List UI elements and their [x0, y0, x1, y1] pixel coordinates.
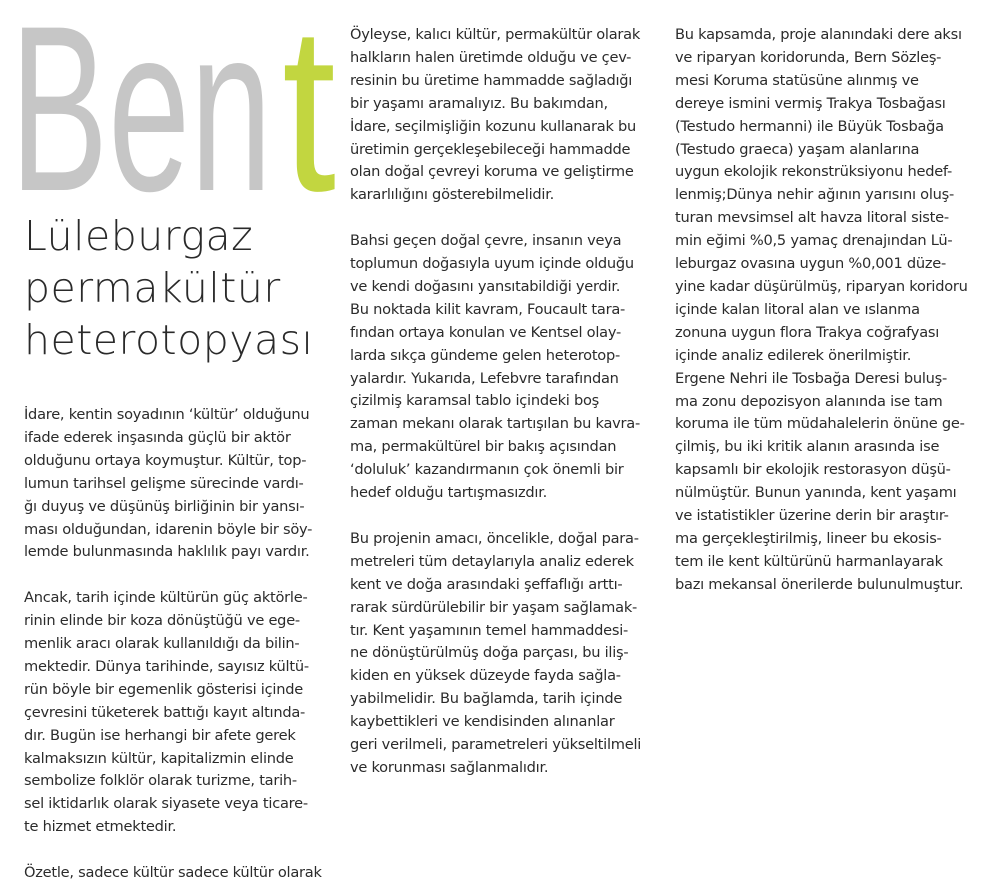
- subtitle-line: Lüleburgaz: [24, 212, 254, 260]
- paragraph-line: Bahsi geçen doğal çevre, insanın veya: [350, 232, 622, 250]
- paragraph-line: Öyleyse, kalıcı kültür, permakültür olarak: [350, 26, 641, 43]
- paragraph-line: içinde analiz edilerek önerilmiştir.: [675, 346, 912, 364]
- paragraph-line: kaybettikleri ve kendisinden alınanlar: [350, 713, 615, 731]
- paragraph-line: rinin elinde bir koza dönüştüğü ve ege-: [24, 612, 300, 630]
- paragraph-line: toplumun doğasıyla uyum içinde olduğu: [350, 255, 634, 273]
- subtitle-line: permakültür: [24, 264, 281, 312]
- text-column-3: [675, 24, 990, 597]
- paragraph-line: zaman mekanı olarak tartışılan bu kavra-: [350, 415, 641, 433]
- paragraph-line: min eğimi %0,5 yamaç drenajından Lü-: [675, 232, 953, 250]
- paragraph-line: hedef olduğu tartışmasızdır.: [350, 484, 548, 502]
- paragraph-line: metreleri tüm detaylarıyla analiz ederek: [350, 552, 634, 570]
- paragraph-line: Bu noktada kilit kavram, Foucault tara-: [350, 300, 626, 318]
- paragraph-line: bir yaşamı aramalıyız. Bu bakımdan,: [350, 94, 608, 112]
- article-subtitle: [24, 210, 344, 366]
- article-paragraph: [350, 230, 665, 505]
- paragraph-gap: [350, 207, 665, 230]
- paragraph-line: mesi Koruma statüsüne alınmış ve: [675, 71, 919, 89]
- paragraph-line: üretimin gerçekleşebileceği hammadde: [350, 140, 631, 158]
- paragraph-line: tır. Kent yaşamının temel hammaddesi-: [350, 621, 629, 639]
- paragraph-line: ma, permakültürel bir bakış açısından: [350, 438, 617, 456]
- paragraph-gap: [24, 839, 339, 862]
- paragraph-line: lemde bulunmasında haklılık payı vardır.: [24, 543, 310, 561]
- paragraph-line: turan mevsimsel alt havza litoral siste-: [675, 209, 949, 227]
- paragraph-line: Ancak, tarih içinde kültürün güç aktörle-: [24, 589, 308, 607]
- paragraph-line: çilmiş, bu iki kritik alanın arasında ise: [675, 438, 940, 456]
- paragraph-line: İdare, kentin soyadının ‘kültür’ olduğunu: [24, 406, 310, 423]
- article-paragraph: [675, 24, 990, 597]
- paragraph-line: larda sıkça gündeme gelen heterotop-: [350, 346, 621, 364]
- paragraph-line: geri verilmeli, parametreleri yükseltilmeli: [350, 736, 642, 754]
- article-paragraph: [350, 528, 665, 780]
- paragraph-line: lenmiş;Dünya nehir ağının yarısını oluş-: [675, 186, 954, 204]
- paragraph-line: olan doğal çevreyi koruma ve geliştirme: [350, 163, 634, 181]
- paragraph-line: fından ortaya konulan ve Kentsel olay-: [350, 323, 621, 341]
- text-column-2: [350, 24, 665, 780]
- paragraph-line: tem ile kent kültürünü harmanlayarak: [675, 552, 943, 570]
- paragraph-line: ma gerçekleştirilmiş, lineer bu ekosis-: [675, 529, 942, 547]
- paragraph-gap: [24, 564, 339, 587]
- logo-wordmark: [10, 0, 350, 205]
- paragraph-line: menlik aracı olarak kullanıldığı da bilin-: [24, 635, 300, 653]
- paragraph-line: ması olduğundan, idarenin böyle bir söy-: [24, 520, 313, 538]
- paragraph-line: rün böyle bir egemenlik gösterisi içinde: [24, 680, 303, 698]
- paragraph-line: ve korunması sağlanmalıdır.: [350, 758, 549, 776]
- paragraph-line: kalmaksızın kültür, kapitalizmin elinde: [24, 749, 294, 767]
- paragraph-line: kent ve doğa arasındaki şeffaflığı arttı-: [350, 575, 623, 593]
- paragraph-line: yabilmelidir. Bu bağlamda, tarih içinde: [350, 690, 623, 708]
- paragraph-line: lumun tarihsel gelişme sürecinde vardı-: [24, 474, 304, 492]
- paragraph-line: Özetle, sadece kültür sadece kültür olarak: [24, 864, 322, 882]
- paragraph-line: ve istatistikler üzerine derin bir araştır-: [675, 507, 949, 525]
- paragraph-line: ğı duyuş ve düşünüş birliğinin bir yansı-: [24, 497, 305, 515]
- logo-text-main: Ben: [10, 0, 272, 205]
- paragraph-line: içinde kalan litoral alan ve ıslanma: [675, 300, 920, 318]
- paragraph-line: dereye ismini vermiş Trakya Tosbağası: [675, 94, 946, 112]
- paragraph-line: ma zonu depozisyon alanında ise tam: [675, 392, 943, 410]
- paragraph-line: uygun ekolojik rekonstrüksiyonu hedef-: [675, 163, 953, 181]
- text-column-1: [24, 404, 339, 885]
- article-paragraph: [24, 587, 339, 839]
- paragraph-line: kararlılığını gösterebilmelidir.: [350, 186, 555, 204]
- paragraph-line: te hizmet etmektedir.: [24, 818, 177, 836]
- paragraph-line: ne dönüştürülmüş doğa parçası, bu iliş-: [350, 644, 629, 662]
- paragraph-line: rarak sürdürülebilir bir yaşam sağlamak-: [350, 598, 638, 616]
- article-paragraph: [24, 404, 339, 564]
- paragraph-line: olduğunu ortaya koymuştur. Kültür, top-: [24, 451, 307, 469]
- paragraph-line: mektedir. Dünya tarihinde, sayısız kültü-: [24, 657, 309, 675]
- paragraph-line: İdare, seçilmişliğin kozunu kullanarak bu: [350, 117, 637, 135]
- paragraph-line: ve kendi doğasını yansıtabildiği yerdir.: [350, 277, 621, 295]
- paragraph-line: çevresini tüketerek battığı kayıt altında-: [24, 703, 306, 721]
- paragraph-line: sembolize folklör olarak turizme, tarih-: [24, 772, 297, 790]
- paragraph-line: bazı mekansal önerilerde bulunulmuştur.: [675, 575, 964, 593]
- paragraph-line: nülmüştür. Bunun yanında, kent yaşamı: [675, 484, 957, 502]
- paragraph-line: ‘doluluk’ kazandırmanın çok önemli bir: [350, 461, 624, 479]
- paragraph-line: (Testudo hermanni) ile Büyük Tosbağa: [675, 117, 944, 135]
- paragraph-line: (Testudo graeca) yaşam alanlarına: [675, 140, 920, 158]
- paragraph-line: sel iktidarlık olarak siyasete veya ticare-: [24, 795, 308, 813]
- paragraph-line: Bu projenin amacı, öncelikle, doğal para-: [350, 529, 639, 547]
- paragraph-line: leburgaz ovasına uygun %0,001 düze-: [675, 255, 947, 273]
- paragraph-line: Ergene Nehri ile Tosbağa Deresi buluş-: [675, 369, 948, 387]
- paragraph-line: yine kadar düşürülmüş, riparyan koridoru: [675, 277, 968, 295]
- paragraph-line: çizilmiş karamsal tablo içindeki boş: [350, 392, 600, 410]
- paragraph-line: kapsamlı bir ekolojik restorasyon düşü-: [675, 461, 951, 479]
- logo-text-accent: t: [282, 0, 336, 205]
- paragraph-gap: [350, 505, 665, 528]
- paragraph-line: resinin bu üretime hammadde sağladığı: [350, 71, 633, 89]
- paragraph-line: koruma ile tüm müdahalelerin önüne ge-: [675, 415, 965, 433]
- paragraph-line: dır. Bugün ise herhangi bir afete gerek: [24, 726, 296, 744]
- paragraph-line: ve riparyan koridorunda, Bern Sözleş-: [675, 48, 942, 66]
- paragraph-line: zonuna uygun flora Trakya coğrafyası: [675, 323, 940, 341]
- paragraph-line: ifade ederek inşasında güçlü bir aktör: [24, 428, 291, 446]
- paragraph-line: yalardır. Yukarıda, Lefebvre tarafından: [350, 369, 619, 387]
- subtitle-line: heterotopyası: [24, 316, 314, 364]
- paragraph-line: halkların halen üretimde olduğu ve çev-: [350, 48, 632, 66]
- article-paragraph: [24, 862, 339, 885]
- paragraph-line: kiden en yüksek düzeyde fayda sağla-: [350, 667, 621, 685]
- paragraph-line: Bu kapsamda, proje alanındaki dere aksı: [675, 26, 962, 43]
- article-paragraph: [350, 24, 665, 207]
